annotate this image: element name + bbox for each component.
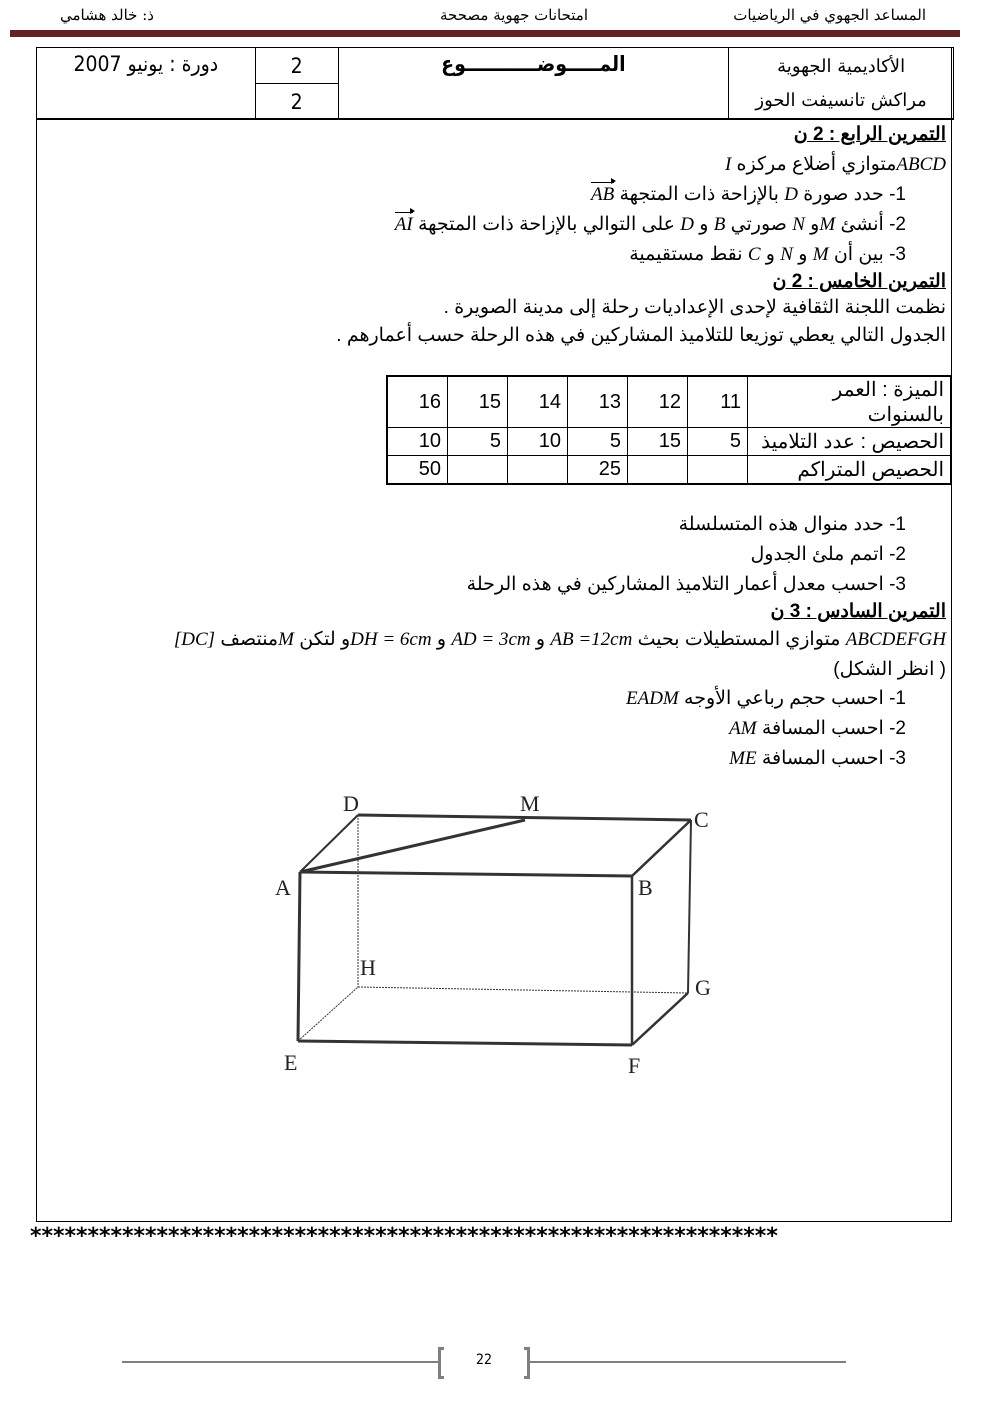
session-label: دورة : يونيو 2007 [73, 52, 219, 76]
star-separator: ***************************************************************** [30, 1224, 778, 1249]
table-cell: 10 [508, 428, 568, 456]
table-cell: 14 [508, 376, 568, 428]
academy-line1: الأكاديمية الجهوية [777, 55, 906, 77]
footer-bracket-left [438, 1347, 444, 1379]
header-rule [10, 30, 960, 37]
exercise6-title: التمرين السادس : 3 ن [770, 601, 946, 622]
exercise5-q1: 1- حدد منوال هذه المتسلسلة [678, 514, 906, 535]
table-row-cumulative [387, 456, 951, 485]
running-header [0, 4, 992, 28]
exam-header-table [36, 47, 954, 120]
table-cell [628, 456, 688, 485]
footer-bracket-right [524, 1347, 530, 1379]
subject-cell [338, 48, 729, 120]
running-header-right: المساعد الجهوي في الرياضيات [733, 6, 926, 24]
edge-ef [298, 1041, 632, 1045]
edge-cg [688, 820, 691, 993]
edge-am [300, 820, 525, 872]
page-current: 2 [290, 53, 303, 78]
table-cell [448, 456, 508, 485]
page-current-cell [255, 48, 338, 84]
session-cell [37, 48, 256, 120]
running-header-center: امتحانات جهوية مصححة [440, 6, 588, 24]
exercise6-q2: 2- احسب المسافة AM [729, 718, 906, 739]
edge-fg [632, 993, 688, 1045]
table-cell: 15 [448, 376, 508, 428]
exercise6-q1: 1- احسب حجم رباعي الأوجه EADM [626, 688, 906, 709]
label-h: H [360, 955, 376, 980]
table-cell: 5 [448, 428, 508, 456]
page-number: 22 [475, 1352, 493, 1368]
cuboid-figure [270, 785, 730, 1085]
exercise5-line2: الجدول التالي يعطي توزيعا للتلاميذ المشاركين في هذه الرحلة حسب أعمارهم . [336, 325, 946, 346]
exercise4-q1: 1- حدد صورة D بالإزاحة ذات المتجهة AB [46, 180, 946, 210]
edge-ae [298, 872, 300, 1041]
edge-eh [298, 987, 358, 1041]
subject-label: المـــــوضـــــــــــوع [441, 52, 626, 76]
label-f: F [628, 1053, 641, 1078]
table-cell: 5 [568, 428, 628, 456]
table-row-ages [387, 376, 951, 428]
edge-ab [300, 872, 632, 876]
row-label: الحصيص المتراكم [748, 456, 952, 485]
exercise5-q3: 3- احسب معدل أعمار التلاميذ المشاركين في هذه الرحلة [466, 574, 906, 595]
exercise4-q3: 3- بين أن M و N و C نقط مستقيمية [629, 244, 906, 265]
table-cell: 13 [568, 376, 628, 428]
label-a: A [275, 875, 291, 900]
label-m: M [520, 791, 540, 816]
frequency-table [386, 375, 952, 485]
table-cell [688, 456, 748, 485]
exercise5-q2: 2- اتمم ملئ الجدول [750, 544, 906, 565]
edge-ad [300, 815, 358, 872]
exercise5-title: التمرين الخامس : 2 ن [772, 271, 946, 292]
table-cell: 50 [387, 456, 448, 485]
table-cell [508, 456, 568, 485]
academy-line2: مراكش تانسيفت الحوز [755, 89, 927, 111]
exercise4-intro: ABCDمتوازي أضلاع مركزه I [724, 154, 946, 175]
running-header-author: ذ: خالد هشامي [60, 6, 154, 24]
table-cell: 15 [628, 428, 688, 456]
row-label: الحصيص : عدد التلاميذ [748, 428, 952, 456]
table-cell: 25 [568, 456, 628, 485]
row-label: الميزة : العمر بالسنوات [748, 376, 952, 428]
exercise6-see-figure: ( انظر الشكل) [833, 659, 946, 680]
exercise6-statement: ABCDEFGH متوازي المستطيلات بحيث AB =12cm و AD = 3cm و DH = 6cmو لتكن Mمنتصف [DC] [173, 629, 946, 650]
table-cell: 10 [387, 428, 448, 456]
exercise5-line1: نظمت اللجنة الثقافية لإحدى الإعداديات رحلة إلى مدينة الصويرة . [443, 297, 946, 318]
exercise6-q3: 3- احسب المسافة ME [729, 748, 906, 769]
table-cell: 11 [688, 376, 748, 428]
vector-ab: AB [591, 180, 614, 210]
table-row-counts [387, 428, 951, 456]
footer-line-left [122, 1361, 440, 1363]
label-g: G [695, 975, 711, 1000]
vector-ai: AI [395, 210, 413, 240]
exercise4-q2: 2- أنشئ Mو N صورتي B و D على التوالي بالإزاحة ذات المتجهة AI [46, 210, 946, 240]
label-b: B [638, 875, 653, 900]
table-cell: 16 [387, 376, 448, 428]
label-d: D [343, 791, 359, 816]
academy-cell [729, 48, 954, 120]
edge-hg [358, 987, 688, 993]
label-c: C [694, 807, 709, 832]
page-total-cell [255, 84, 338, 120]
exercise4-title: التمرين الرابع : 2 ن [793, 124, 946, 145]
table-cell: 12 [628, 376, 688, 428]
label-e: E [284, 1050, 298, 1075]
edge-bc [632, 820, 691, 876]
footer-line-right [530, 1361, 846, 1363]
page-total: 2 [290, 89, 303, 114]
table-cell: 5 [688, 428, 748, 456]
